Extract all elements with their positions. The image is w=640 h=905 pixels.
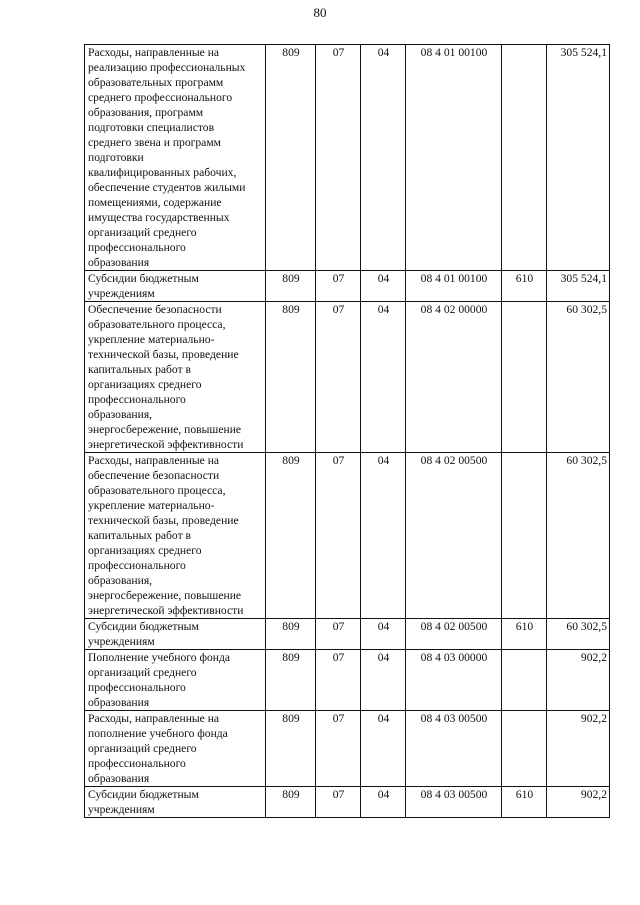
target-article-code: 08 4 03 00000 bbox=[406, 650, 502, 711]
row-name: Расходы, направленные на пополнение учебного фонда организаций среднего профессионального образования bbox=[85, 711, 266, 787]
budget-table bbox=[84, 44, 610, 818]
subsection-code: 04 bbox=[361, 650, 406, 711]
target-article-code: 08 4 01 00100 bbox=[406, 45, 502, 271]
target-article-code: 08 4 03 00500 bbox=[406, 787, 502, 818]
row-name: Обеспечение безопасности образовательного процесса, укрепление материально- технической базы, проведение капитальных работ в организациях среднего профессионального образования, энергосбережение, повышение энергетической эффективности bbox=[85, 302, 266, 453]
amount: 60 302,5 bbox=[547, 302, 610, 453]
target-article-code: 08 4 02 00500 bbox=[406, 619, 502, 650]
target-article-code: 08 4 01 00100 bbox=[406, 271, 502, 302]
ministry-code: 809 bbox=[266, 302, 316, 453]
subsection-code: 04 bbox=[361, 271, 406, 302]
target-article-code: 08 4 03 00500 bbox=[406, 711, 502, 787]
ministry-code: 809 bbox=[266, 787, 316, 818]
table-row bbox=[85, 787, 610, 818]
table-row bbox=[85, 45, 610, 271]
amount: 305 524,1 bbox=[547, 271, 610, 302]
expense-type-code bbox=[502, 650, 547, 711]
row-name: Расходы, направленные на обеспечение безопасности образовательного процесса, укрепление материально- технической базы, проведение капитальных работ в организациях среднего профессионального образования, энергосбережение, повышение энергетической эффективности bbox=[85, 453, 266, 619]
row-name: Субсидии бюджетным учреждениям bbox=[85, 619, 266, 650]
section-code: 07 bbox=[316, 302, 361, 453]
section-code: 07 bbox=[316, 619, 361, 650]
section-code: 07 bbox=[316, 271, 361, 302]
ministry-code: 809 bbox=[266, 711, 316, 787]
ministry-code: 809 bbox=[266, 650, 316, 711]
target-article-code: 08 4 02 00500 bbox=[406, 453, 502, 619]
table-row bbox=[85, 619, 610, 650]
amount: 60 302,5 bbox=[547, 619, 610, 650]
expense-type-code bbox=[502, 711, 547, 787]
section-code: 07 bbox=[316, 787, 361, 818]
ministry-code: 809 bbox=[266, 45, 316, 271]
expense-type-code: 610 bbox=[502, 619, 547, 650]
section-code: 07 bbox=[316, 650, 361, 711]
ministry-code: 809 bbox=[266, 453, 316, 619]
row-name: Расходы, направленные на реализацию профессиональных образовательных программ среднего профессионального образования, программ подготовки специалистов среднего звена и программ подготовки квалифицированных рабочих, обеспечение студентов жилыми помещениями, содержание имущества государственных организаций среднего профессионального образования bbox=[85, 45, 266, 271]
table-row bbox=[85, 650, 610, 711]
table-row bbox=[85, 302, 610, 453]
target-article-code: 08 4 02 00000 bbox=[406, 302, 502, 453]
page-number: 80 bbox=[313, 5, 327, 20]
amount: 902,2 bbox=[547, 787, 610, 818]
amount: 902,2 bbox=[547, 711, 610, 787]
expense-type-code: 610 bbox=[502, 271, 547, 302]
table-row bbox=[85, 453, 610, 619]
subsection-code: 04 bbox=[361, 302, 406, 453]
expense-type-code: 610 bbox=[502, 787, 547, 818]
expense-type-code bbox=[502, 45, 547, 271]
table-row bbox=[85, 271, 610, 302]
subsection-code: 04 bbox=[361, 711, 406, 787]
subsection-code: 04 bbox=[361, 787, 406, 818]
expense-type-code bbox=[502, 453, 547, 619]
expense-type-code bbox=[502, 302, 547, 453]
table-row bbox=[85, 711, 610, 787]
subsection-code: 04 bbox=[361, 619, 406, 650]
row-name: Субсидии бюджетным учреждениям bbox=[85, 787, 266, 818]
section-code: 07 bbox=[316, 711, 361, 787]
section-code: 07 bbox=[316, 45, 361, 271]
amount: 60 302,5 bbox=[547, 453, 610, 619]
row-name: Субсидии бюджетным учреждениям bbox=[85, 271, 266, 302]
amount: 902,2 bbox=[547, 650, 610, 711]
subsection-code: 04 bbox=[361, 45, 406, 271]
section-code: 07 bbox=[316, 453, 361, 619]
row-name: Пополнение учебного фонда организаций среднего профессионального образования bbox=[85, 650, 266, 711]
subsection-code: 04 bbox=[361, 453, 406, 619]
ministry-code: 809 bbox=[266, 619, 316, 650]
ministry-code: 809 bbox=[266, 271, 316, 302]
amount: 305 524,1 bbox=[547, 45, 610, 271]
